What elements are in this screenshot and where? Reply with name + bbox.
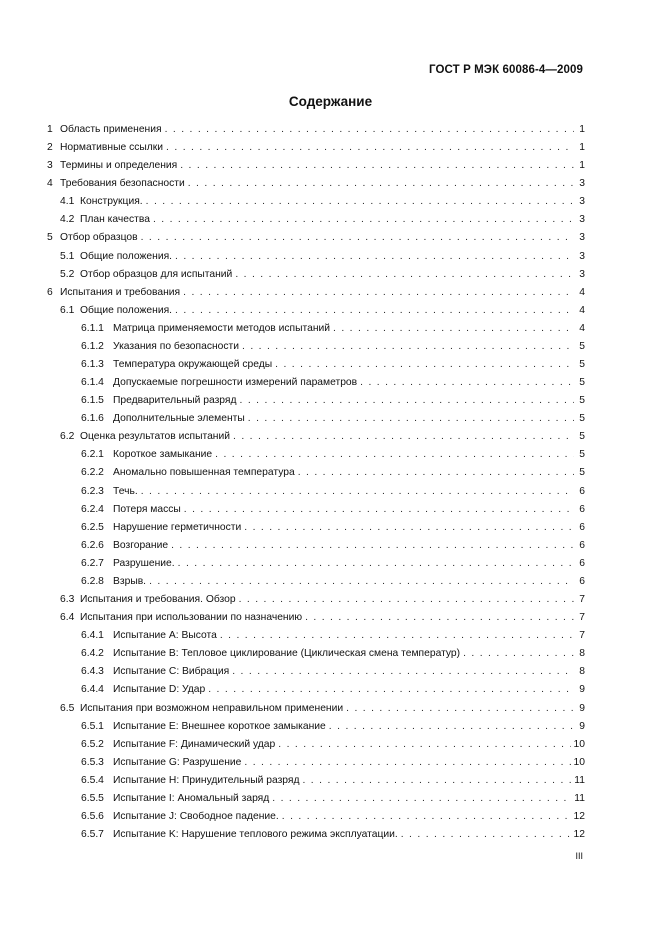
toc-entry-page: 3 — [579, 232, 585, 244]
toc-entry[interactable] — [47, 211, 585, 229]
toc-entry-title: Испытание K: Нарушение теплового режима эксплуатации. — [113, 829, 398, 841]
toc-entry-title: Испытания и требования — [60, 286, 181, 298]
toc-entry[interactable] — [47, 627, 585, 645]
toc-entry-title: Оценка результатов испытаний — [80, 431, 230, 443]
page-title: Содержание — [288, 94, 373, 109]
toc-entry-title: Дополнительные элементы — [113, 413, 245, 425]
toc-leader-dots — [360, 374, 574, 392]
toc-leader-dots — [244, 519, 574, 537]
toc-leader-dots — [278, 736, 570, 754]
toc-leader-dots — [333, 320, 574, 338]
toc-entry-number: 6.1.6 — [81, 413, 104, 425]
toc-entry-title: Матрица применяемости методов испытаний — [113, 322, 331, 334]
toc-leader-dots — [208, 681, 574, 699]
toc-entry[interactable] — [47, 193, 585, 211]
toc-entry[interactable] — [47, 663, 585, 681]
toc-entry-title: Нарушение герметичности — [113, 521, 242, 533]
toc-entry-title: Потеря массы — [113, 503, 181, 515]
table-of-contents — [47, 121, 585, 844]
toc-entry-number: 1 — [47, 124, 53, 135]
toc-entry-title: Испытание F: Динамический удар — [113, 738, 276, 750]
toc-entry-title: Указания по безопасности — [113, 340, 240, 352]
toc-leader-dots — [329, 718, 574, 736]
toc-entry-page: 3 — [579, 250, 585, 262]
toc-entry-number: 6.2.2 — [81, 467, 104, 479]
toc-entry[interactable] — [47, 555, 585, 573]
toc-entry[interactable] — [47, 356, 585, 374]
toc-entry-number: 6.1.2 — [81, 340, 104, 352]
toc-entry[interactable] — [47, 229, 585, 247]
toc-entry-page: 7 — [579, 612, 585, 624]
toc-leader-dots — [166, 139, 574, 157]
toc-entry[interactable] — [47, 519, 585, 537]
toc-entry[interactable] — [47, 483, 585, 501]
toc-entry-number: 6.1 — [60, 304, 75, 316]
toc-entry-number: 6.4.3 — [81, 666, 104, 678]
toc-leader-dots — [220, 627, 574, 645]
toc-entry-page: 7 — [579, 630, 585, 642]
toc-leader-dots — [233, 428, 574, 446]
toc-entry-number: 6.5.6 — [81, 810, 104, 822]
toc-entry-number: 6.5.3 — [81, 756, 104, 768]
toc-entry-title: Короткое замыкание — [113, 449, 213, 461]
toc-entry-page: 9 — [579, 720, 585, 732]
toc-entry[interactable] — [47, 428, 585, 446]
toc-entry-page: 4 — [579, 286, 585, 298]
toc-leader-dots — [275, 356, 574, 374]
toc-entry-title: Конструкция. — [80, 196, 143, 208]
toc-entry[interactable] — [47, 320, 585, 338]
toc-leader-dots — [180, 157, 574, 175]
toc-leader-dots — [175, 248, 574, 266]
toc-entry[interactable] — [47, 157, 585, 175]
toc-entry-page: 5 — [579, 395, 585, 407]
toc-entry[interactable] — [47, 302, 585, 320]
toc-entry-page: 6 — [579, 521, 585, 533]
toc-entry-title: Возгорание — [113, 539, 169, 551]
toc-entry[interactable] — [47, 464, 585, 482]
toc-entry-page: 1 — [579, 124, 585, 135]
toc-leader-dots — [183, 284, 574, 302]
toc-leader-dots — [401, 826, 571, 844]
toc-leader-dots — [184, 501, 574, 519]
toc-entry[interactable] — [47, 790, 585, 808]
toc-entry-page: 6 — [579, 557, 585, 569]
toc-entry-number: 6.5.4 — [81, 774, 104, 786]
toc-leader-dots — [165, 121, 574, 139]
toc-entry-title: Нормативные ссылки — [60, 142, 164, 154]
toc-entry-title: Испытания и требования. Обзор — [80, 594, 236, 606]
toc-entry-number: 6.4.1 — [81, 630, 104, 642]
toc-leader-dots — [178, 555, 574, 573]
toc-entry-page: 10 — [573, 738, 585, 750]
toc-entry-page: 7 — [579, 594, 585, 606]
toc-entry-page: 1 — [579, 142, 585, 154]
toc-entry-title: План качества — [80, 214, 150, 226]
toc-leader-dots — [171, 537, 574, 555]
toc-leader-dots — [149, 573, 574, 591]
toc-entry-page: 6 — [579, 575, 585, 587]
toc-entry-number: 6.4.4 — [81, 684, 104, 696]
toc-leader-dots — [244, 754, 570, 772]
toc-entry-number: 6.1.5 — [81, 395, 104, 407]
toc-entry-page: 12 — [573, 829, 585, 841]
toc-entry-page: 3 — [579, 178, 585, 190]
toc-entry-page: 6 — [579, 503, 585, 515]
toc-entry-page: 4 — [579, 304, 585, 316]
toc-entry[interactable] — [47, 338, 585, 356]
toc-entry-title: Испытание А: Высота — [113, 630, 217, 642]
toc-leader-dots — [282, 808, 571, 826]
toc-entry-number: 6.5.7 — [81, 829, 104, 841]
toc-entry[interactable] — [47, 139, 585, 157]
toc-entry-page: 9 — [579, 684, 585, 696]
toc-entry-number: 6.1.3 — [81, 359, 104, 371]
toc-entry-number: 6.2.4 — [81, 503, 104, 515]
toc-leader-dots — [346, 700, 574, 718]
toc-entry-title: Течь. — [113, 485, 138, 497]
document-header: ГОСТ Р МЭК 60086-4—2009 — [429, 64, 583, 76]
toc-leader-dots — [242, 338, 574, 356]
toc-entry[interactable] — [47, 736, 585, 754]
toc-entry-number: 6.4.2 — [81, 648, 104, 660]
toc-entry-page: 3 — [579, 214, 585, 226]
toc-entry-number: 3 — [47, 160, 53, 172]
toc-entry-page: 5 — [579, 431, 585, 443]
toc-entry-number: 6.2.5 — [81, 521, 104, 533]
toc-entry-title: Термины и определения — [60, 160, 178, 172]
toc-entry-title: Общие положения. — [80, 250, 173, 262]
toc-entry-page: 3 — [579, 268, 585, 280]
toc-entry-number: 6 — [47, 286, 53, 298]
toc-entry[interactable] — [47, 573, 585, 591]
toc-entry-page: 5 — [579, 359, 585, 371]
toc-entry[interactable] — [47, 121, 585, 139]
toc-entry[interactable] — [47, 700, 585, 718]
toc-leader-dots — [146, 193, 574, 211]
toc-entry[interactable] — [47, 609, 585, 627]
toc-entry-page: 6 — [579, 539, 585, 551]
toc-leader-dots — [248, 410, 574, 428]
toc-leader-dots — [298, 464, 574, 482]
toc-entry[interactable] — [47, 537, 585, 555]
page-number: III — [575, 851, 583, 861]
toc-entry-number: 6.5.5 — [81, 792, 104, 804]
toc-entry-number: 4 — [47, 178, 53, 190]
toc-entry-title: Область применения — [60, 124, 162, 135]
toc-entry-title: Испытание G: Разрушение — [113, 756, 242, 768]
toc-entry-page: 5 — [579, 467, 585, 479]
toc-leader-dots — [141, 483, 574, 501]
toc-entry-title: Испытания при использовании по назначению — [80, 612, 303, 624]
toc-entry-number: 6.2.8 — [81, 575, 104, 587]
toc-entry[interactable] — [47, 645, 585, 663]
toc-entry-title: Отбор образцов для испытаний — [80, 268, 233, 280]
toc-entry-number: 4.2 — [60, 214, 75, 226]
toc-entry-page: 10 — [573, 756, 585, 768]
toc-entry-number: 6.2.3 — [81, 485, 104, 497]
toc-entry-title: Требования безопасности — [60, 178, 185, 190]
toc-leader-dots — [141, 229, 574, 247]
toc-entry-number: 2 — [47, 142, 53, 154]
toc-entry[interactable] — [47, 826, 585, 844]
toc-entry-page: 6 — [579, 485, 585, 497]
toc-entry-number: 6.2.6 — [81, 539, 104, 551]
toc-leader-dots — [175, 302, 574, 320]
toc-leader-dots — [302, 772, 571, 790]
toc-entry-page: 5 — [579, 449, 585, 461]
toc-entry-title: Общие положения. — [80, 304, 173, 316]
toc-leader-dots — [463, 645, 574, 663]
toc-entry[interactable] — [47, 392, 585, 410]
toc-entry[interactable] — [47, 808, 585, 826]
toc-entry-number: 4.1 — [60, 196, 75, 208]
toc-leader-dots — [188, 175, 574, 193]
toc-leader-dots — [272, 790, 571, 808]
toc-entry-title: Аномально повышенная температура — [113, 467, 295, 479]
toc-entry-number: 6.5 — [60, 702, 75, 714]
toc-entry-page: 4 — [579, 322, 585, 334]
toc-leader-dots — [153, 211, 574, 229]
toc-entry[interactable] — [47, 446, 585, 464]
toc-entry-title: Испытание Н: Принудительный разряд — [113, 774, 300, 786]
toc-entry-title: Предварительный разряд — [113, 395, 237, 407]
toc-entry[interactable] — [47, 501, 585, 519]
toc-entry-page: 3 — [579, 196, 585, 208]
toc-entry[interactable] — [47, 266, 585, 284]
toc-entry-title: Испытание Е: Внешнее короткое замыкание — [113, 720, 326, 732]
toc-entry-page: 11 — [574, 792, 585, 804]
toc-entry-page: 9 — [579, 702, 585, 714]
toc-entry-number: 6.4 — [60, 612, 75, 624]
toc-entry-page: 8 — [579, 648, 585, 660]
toc-entry-page: 5 — [579, 377, 585, 389]
toc-entry-number: 6.3 — [60, 594, 75, 606]
toc-leader-dots — [232, 663, 574, 681]
toc-entry-title: Испытание D: Удар — [113, 684, 206, 696]
toc-entry[interactable] — [47, 718, 585, 736]
toc-entry-number: 5.2 — [60, 268, 75, 280]
toc-leader-dots — [239, 591, 574, 609]
toc-entry-page: 12 — [573, 810, 585, 822]
toc-leader-dots — [240, 392, 574, 410]
toc-entry-number: 6.5.1 — [81, 720, 104, 732]
toc-leader-dots — [305, 609, 574, 627]
toc-entry-page: 1 — [579, 160, 585, 172]
toc-entry-title: Испытание В: Тепловое циклирование (Циклическая смена температур) — [113, 648, 461, 660]
toc-entry-number: 6.2.7 — [81, 557, 104, 569]
toc-entry-title: Допускаемые погрешности измерений параметров — [113, 377, 358, 389]
toc-entry-number: 6.1.4 — [81, 377, 104, 389]
toc-entry-title: Испытания при возможном неправильном применении — [80, 702, 344, 714]
toc-entry-title: Испытание J: Свободное падение. — [113, 810, 279, 822]
toc-entry-number: 5 — [47, 232, 53, 244]
toc-leader-dots — [235, 266, 574, 284]
toc-entry-title: Отбор образцов — [60, 232, 138, 244]
toc-entry[interactable] — [47, 772, 585, 790]
toc-entry-title: Взрыв. — [113, 575, 147, 587]
toc-entry-page: 8 — [579, 666, 585, 678]
toc-entry[interactable] — [47, 591, 585, 609]
toc-entry-title: Температура окружающей среды — [113, 359, 273, 371]
toc-entry[interactable] — [47, 284, 585, 302]
toc-leader-dots — [215, 446, 574, 464]
toc-entry[interactable] — [47, 248, 585, 266]
toc-entry-title: Испытание С: Вибрация — [113, 666, 230, 678]
toc-entry[interactable] — [47, 754, 585, 772]
toc-entry-title: Разрушение. — [113, 557, 175, 569]
toc-entry-page: 5 — [579, 340, 585, 352]
toc-entry-number: 6.5.2 — [81, 738, 104, 750]
toc-entry[interactable] — [47, 374, 585, 392]
toc-entry-number: 5.1 — [60, 250, 75, 262]
toc-entry-title: Испытание I: Аномальный заряд — [113, 792, 270, 804]
toc-entry[interactable] — [47, 681, 585, 699]
toc-entry-page: 11 — [574, 774, 585, 786]
toc-entry[interactable] — [47, 410, 585, 428]
toc-entry[interactable] — [47, 175, 585, 193]
toc-entry-page: 5 — [579, 413, 585, 425]
toc-entry-number: 6.2.1 — [81, 449, 104, 461]
toc-entry-number: 6.1.1 — [81, 322, 104, 334]
toc-entry-number: 6.2 — [60, 431, 75, 443]
